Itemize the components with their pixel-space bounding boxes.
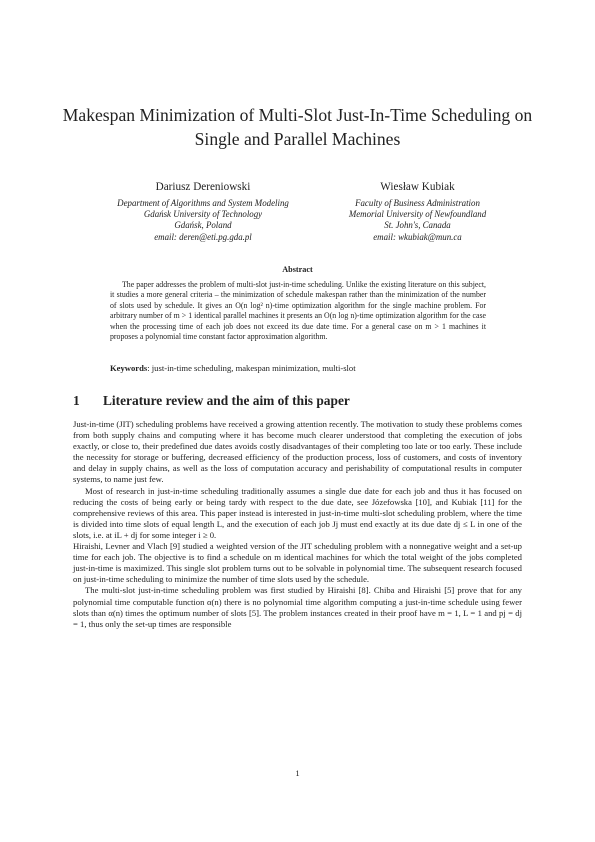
author-affiliation-line: Memorial University of Newfoundland xyxy=(348,209,487,220)
keywords-label: Keywords xyxy=(110,363,148,373)
author-block-2 xyxy=(315,180,520,243)
author-affiliation-line: Faculty of Business Administration xyxy=(355,198,480,208)
body-paragraph: Just-in-time (JIT) scheduling problems have received a growing attention recently. The motivation to study these problems comes from both supply chains and computing where it has become much clearer understood that completing the execution of jobs exactly, or close to, their predefined due dates avoids costly disadvantages of their completing too late or too early. These include the necessity for storage or buffering, decreased efficiency of the production process, loss of customers, and costs of inventory and delay in supply chains, as well as the loss of computation accuracy and perishability of computational results in computer systems, to name just few. xyxy=(73,419,522,485)
title-line-2: Single and Parallel Machines xyxy=(194,129,401,149)
paper-title xyxy=(60,103,535,151)
abstract-heading: Abstract xyxy=(282,265,313,274)
section-number: 1 xyxy=(73,393,80,408)
section-title: Literature review and the aim of this paper xyxy=(103,393,350,408)
page-number: 1 xyxy=(295,768,300,778)
author-affiliation-line: Gdańsk University of Technology xyxy=(143,209,263,220)
author-affiliation-line: Gdańsk, Poland xyxy=(174,220,232,231)
body-paragraph: Most of research in just-in-time scheduling traditionally assumes a single due date for each job and thus it has focused on reducing the costs of being early or being tardy with respect to the due date, see Józefowska [10], and Kubiak [11] for the comprehensive reviews of this area. This paper instead is interested in just-in-time multi-slot scheduling problem, where the time is divided into time slots of equal length L, and the execution of each job Jj must end exactly at its due date dj ≤ L in one of the slots, i.e. at iL + dj for some integer i ≥ 0. xyxy=(73,485,522,540)
section-body xyxy=(73,419,522,630)
keywords-text: : just-in-time scheduling, makespan minimization, multi-slot xyxy=(147,363,356,373)
author-email: email: wkubiak@mun.ca xyxy=(373,231,462,242)
title-line-1: Makespan Minimization of Multi-Slot Just-In-Time Scheduling on xyxy=(62,105,533,125)
abstract-text: The paper addresses the problem of multi-slot just-in-time scheduling. Unlike the existing literature on this subject, it studies a more general criteria – the minimization of schedule makespan rather than the minimization of the number of slots used by schedule. It gives an O(n log² n)-time optimization algorithm for the single machine problem. For arbitrary number of m > 1 identical parallel machines it presents an O(n log n)-time optimization algorithm for the case when the processing time of each job does not exceed its due date time. For a general case on m > 1 machines it proposes a polynomial time constant factor approximation algorithm. xyxy=(110,280,486,342)
section-heading xyxy=(73,393,350,409)
author-affiliation-line: St. John's, Canada xyxy=(384,220,451,231)
body-paragraph: Hiraishi, Levner and Vlach [9] studied a weighted version of the JIT scheduling problem with a nonnegative weight and a set-up time for each job. The objective is to find a schedule on m identical machines for which the total weight of the jobs completed just-in-time is maximized. This single slot problem turns out to be solvable in polynomial time. The subsequent research focused on just-in-time scheduling to minimize the number of time slots used by the schedule. xyxy=(73,541,522,585)
body-paragraph: The multi-slot just-in-time scheduling problem was first studied by Hiraishi [8]. Chiba and Hiraishi [5] prove that for any polynomial time computable function α(n) there is no polynomial time algorithm computing a just-in-time schedule using fewer slots than α(n) times the optimum number of slots [5]. The problem instances created in their proof have m = 1, L = 1 and pj = dj = 1, thus only the set-up times are responsible xyxy=(73,585,522,629)
author-email: email: deren@eti.pg.gda.pl xyxy=(154,231,252,242)
author-name: Dariusz Dereniowski xyxy=(155,181,251,193)
keywords xyxy=(110,363,486,374)
author-name: Wiesław Kubiak xyxy=(380,181,455,193)
author-block-1 xyxy=(88,180,318,243)
author-affiliation-line: Department of Algorithms and System Modeling xyxy=(117,198,289,208)
